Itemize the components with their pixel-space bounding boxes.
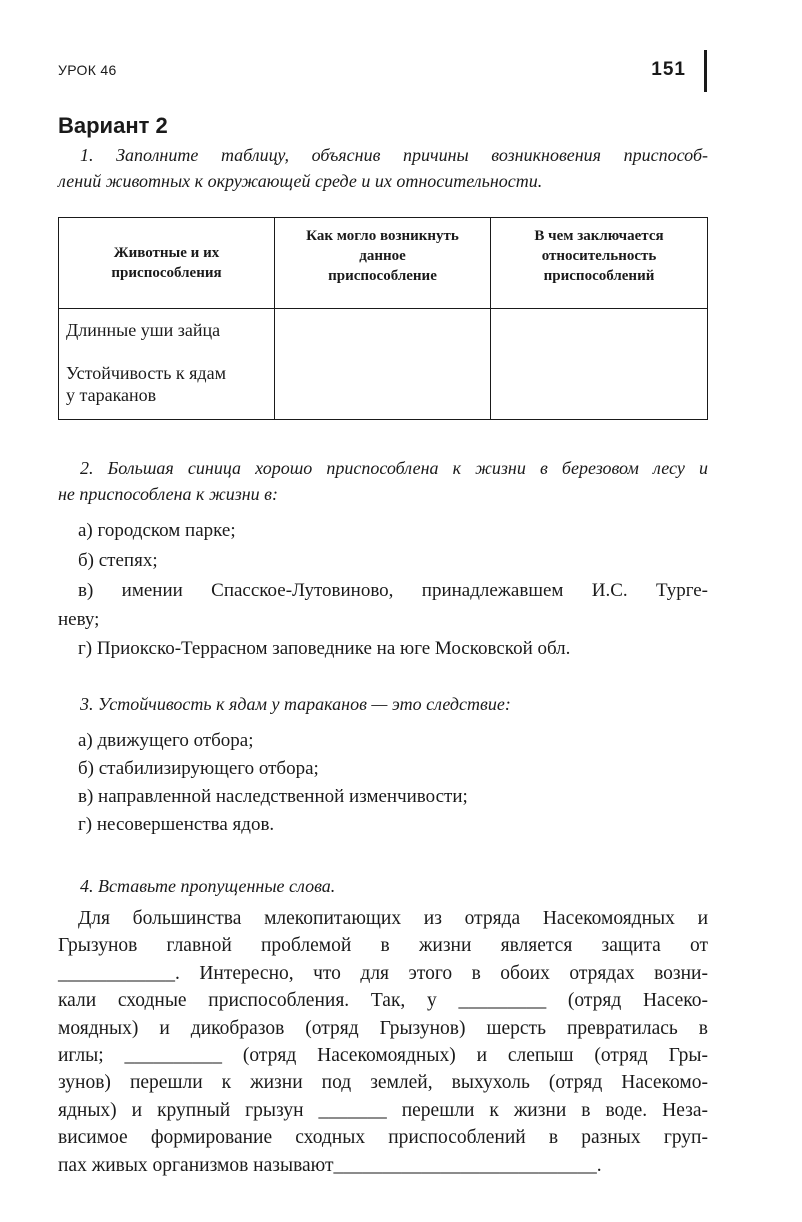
cell-animals: [59, 309, 275, 420]
option-d: г) несовершенства ядов.: [78, 814, 275, 835]
task-2-instruction: [58, 455, 708, 507]
task-2-options: [58, 516, 708, 664]
task-2-line-1: 2. Большая синица хорошо приспособлена к жизни в березовом лесу и: [80, 458, 708, 478]
variant-title: Вариант 2: [58, 113, 168, 138]
option-a: а) движущего отбора;: [78, 730, 254, 751]
paragraph-line: Грызунов главной проблемой в жизни является защита от: [58, 935, 708, 957]
header-text: Животные и их: [113, 245, 220, 261]
option-b: б) степях;: [78, 550, 158, 571]
animal-cockroach-resistance-cont: у тараканов: [66, 385, 157, 405]
task-1-instruction: [58, 142, 708, 194]
animal-hare-ears: Длинные уши зайца: [66, 320, 221, 340]
adaptations-table: [58, 217, 708, 420]
paragraph-line: Для большинства млекопитающих из отряда Насекомоядных и: [78, 908, 708, 929]
paragraph-line: зунов) перешли к жизни под землей, выхухоль (отряд Насекомо-: [58, 1072, 708, 1094]
task-2-line-2: не приспособлена к жизни в:: [58, 484, 278, 504]
page-number-rule: [704, 50, 707, 92]
paragraph-line: кали сходные приспособления. Так, у _________ (отряд Насеко-: [58, 990, 708, 1012]
header-text: приспособления: [111, 265, 222, 281]
paragraph-line: ____________. Интересно, что для этого в обоих отрядах возни-: [58, 962, 708, 984]
header-how-arose: [275, 218, 491, 309]
cell-relativity-answer[interactable]: [491, 309, 708, 420]
header-text: В чем заключается: [534, 228, 664, 244]
option-c: в) направленной наследственной изменчивости;: [78, 786, 468, 807]
paragraph-line: висимое формирование сходных приспособлений в разных груп-: [58, 1127, 708, 1149]
task-3-options: [78, 727, 708, 839]
header-text: Как могло возникнуть: [306, 228, 459, 244]
page-number: 151: [651, 59, 686, 80]
header-text: приспособление: [328, 268, 437, 284]
paragraph-line: ядных) и крупный грызун _______ перешли к жизни в воде. Неза-: [58, 1099, 708, 1121]
running-head: УРОК 46: [58, 62, 117, 78]
header-text: данное: [359, 248, 406, 264]
paragraph-line: пах живых организмов называют___________________________.: [58, 1154, 602, 1176]
task-3-instruction: 3. Устойчивость к ядам у тараканов — это следствие:: [80, 694, 511, 714]
task-1-line-1: 1. Заполните таблицу, объяснив причины возникновения приспособ-: [80, 145, 708, 165]
paragraph-line: иглы; __________ (отряд Насекомоядных) и слепыш (отряд Гры-: [58, 1045, 708, 1067]
header-relativity: [491, 218, 708, 309]
cell-how-arose-answer[interactable]: [275, 309, 491, 420]
header-text: приспособлений: [543, 268, 655, 284]
header-text: относительность: [541, 248, 657, 264]
option-a: а) городском парке;: [78, 520, 236, 541]
task-4-instruction: 4. Вставьте пропущенные слова.: [80, 876, 336, 896]
header-animals-adaptations: [59, 218, 275, 309]
animal-cockroach-resistance: Устойчивость к ядам: [66, 363, 226, 383]
option-c: в) имении Спасское-Лутовиново, принадлежавшем И.С. Турге-: [78, 580, 708, 601]
table-row: [59, 309, 708, 420]
task-1-line-2: лений животных к окружающей среде и их относительности.: [58, 171, 543, 191]
option-d: г) Приокско-Террасном заповеднике на юге Московской обл.: [78, 638, 571, 659]
paragraph-line: моядных) и дикобразов (отряд Грызунов) шерсть превратилась в: [58, 1017, 708, 1039]
option-b: б) стабилизирующего отбора;: [78, 758, 319, 779]
option-c-cont: неву;: [58, 609, 100, 630]
table-header-row: [59, 218, 708, 309]
task-4-paragraph: [58, 905, 708, 1179]
